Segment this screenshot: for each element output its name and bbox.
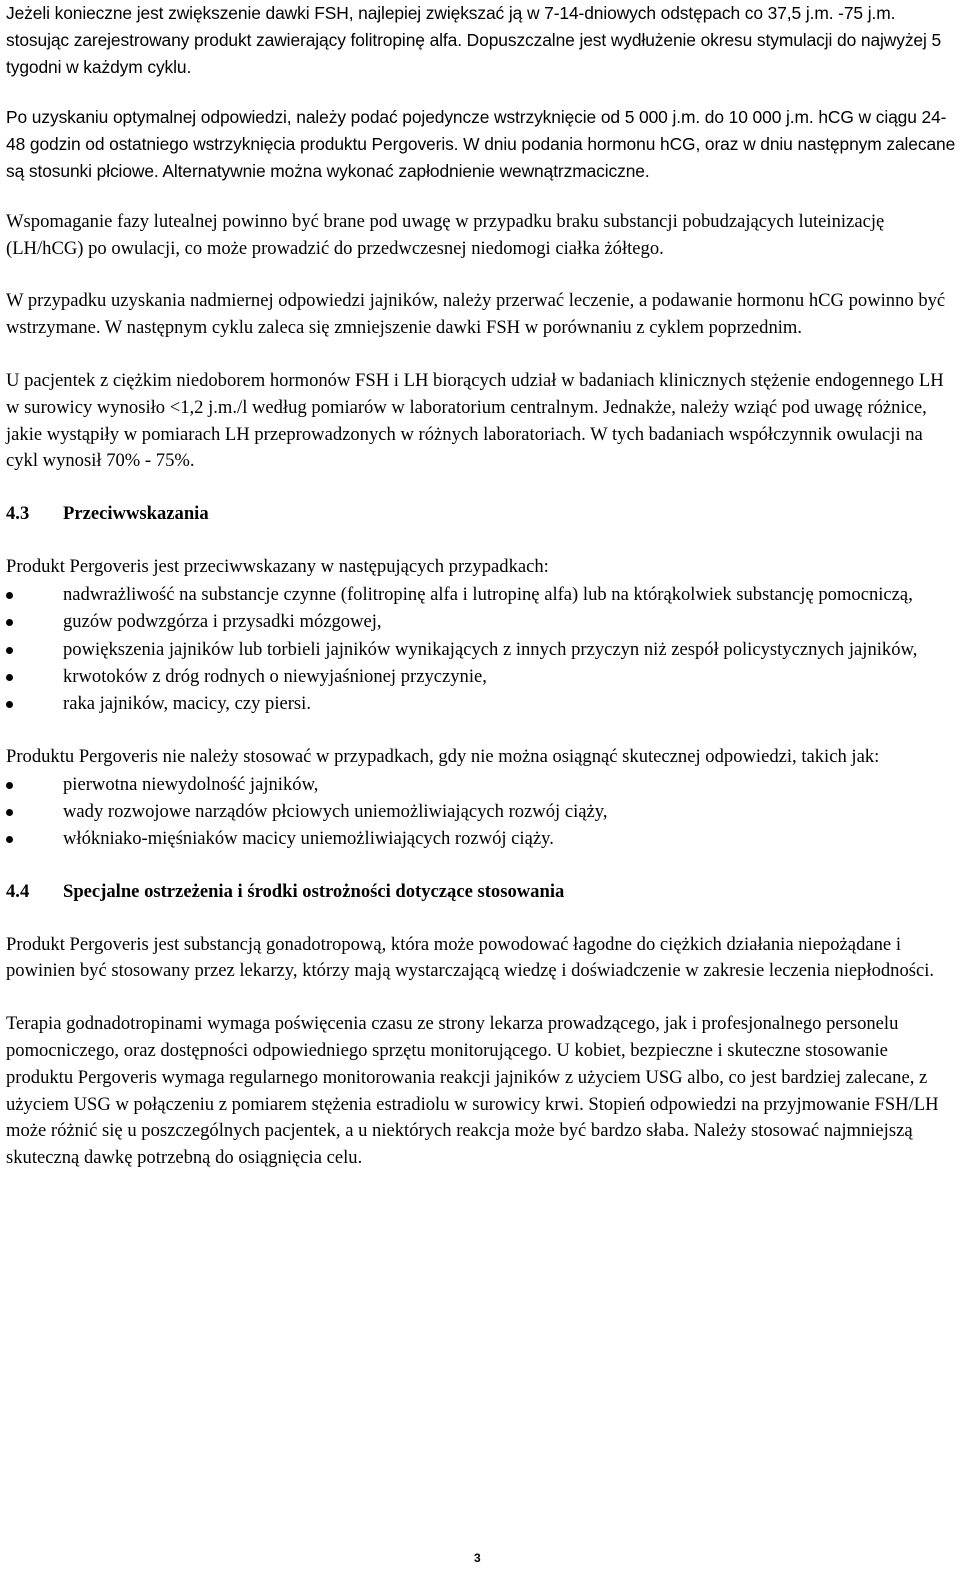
no-response-list	[6, 771, 956, 853]
contraindications-list	[6, 581, 956, 718]
list-item: raka jajników, macicy, czy piersi.	[6, 690, 956, 717]
section-title: Specjalne ostrzeżenia i środki ostrożności dotyczące stosowania	[63, 880, 565, 902]
bullet-icon	[6, 619, 13, 626]
section-title: Przeciwwskazania	[63, 503, 209, 525]
section-heading-4-3	[6, 501, 956, 528]
bullet-icon	[6, 592, 13, 599]
paragraph-gonadotropin-warning: Produkt Pergoveris jest substancją gonadotropową, która może powodować łagodne do ciężkich działania niepożądane i powinien być stosowany przez lekarzy, którzy mają wystarczającą wiedzę i doświadczenie w zakresie leczenia niepłodności.	[6, 933, 935, 982]
no-response-intro: Produktu Pergoveris nie należy stosować w przypadkach, gdy nie można osiągnąć skutecznej odpowiedzi, takich jak:	[6, 745, 880, 767]
list-item: powiększenia jajników lub torbieli jajników wynikających z innych przyczyn niż zespół policystycznych jajników,	[6, 636, 956, 663]
section-number: 4.4	[6, 880, 30, 902]
list-item: włókniako-mięśniaków macicy uniemożliwiających rozwój ciąży.	[6, 825, 956, 852]
document-page	[6, 0, 956, 1198]
list-item: pierwotna niewydolność jajników,	[6, 771, 956, 798]
page-number: 3	[474, 1551, 481, 1565]
paragraph-excessive-response: W przypadku uzyskania nadmiernej odpowiedzi jajników, należy przerwać leczenie, a podawanie hormonu hCG powinno być wstrzymane. W następnym cyklu zaleca się zmniejszenie dawki FSH w porównaniu z cyklem poprzednim.	[6, 290, 946, 339]
paragraph-lh-deficiency: U pacjentek z ciężkim niedoborem hormonów FSH i LH biorących udział w badaniach klinicznych stężenie endogennego LH w surowicy wynosiło <1,2 j.m./l według pomiarów w laboratorium centralnym. Jednakże, należy wziąć pod uwagę różnice, jakie wystąpiły w pomiarach LH przeprowadzonych w różnych laboratoriach. W tych badaniach współczynnik owulacji na cykl wynosił 70% - 75%.	[6, 369, 944, 472]
paragraph-luteal-support: Wspomaganie fazy lutealnej powinno być brane pod uwagę w przypadku braku substancji pobudzających luteinizację (LH/hCG) po owulacji, co może prowadzić do przedwczesnej niedomogi ciałka żółtego.	[6, 210, 885, 259]
bullet-icon	[6, 701, 13, 708]
paragraph-hcg-injection: Po uzyskaniu optymalnej odpowiedzi, należy podać pojedyncze wstrzyknięcie od 5 000 j.m. do 10 000 j.m. hCG w ciągu 24-48 godzin od ostatniego wstrzyknięcia produktu Pergoveris. W dniu podania hormonu hCG, oraz w dniu następnym zalecane są stosunki płciowe. Alternatywnie można wykonać zapłodnienie wewnątrzmaciczne.	[6, 107, 956, 181]
bullet-icon	[6, 836, 13, 843]
contraindications-intro: Produkt Pergoveris jest przeciwwskazany w następujących przypadkach:	[6, 555, 549, 577]
bullet-icon	[6, 674, 13, 681]
list-item: wady rozwojowe narządów płciowych uniemożliwiających rozwój ciąży,	[6, 798, 956, 825]
list-item: guzów podwzgórza i przysadki mózgowej,	[6, 608, 956, 635]
section-number: 4.3	[6, 503, 30, 525]
bullet-icon	[6, 782, 13, 789]
paragraph-monitoring: Terapia godnadotropinami wymaga poświęcenia czasu ze strony lekarza prowadzącego, jak i profesjonalnego personelu pomocniczego, oraz dostępności odpowiedniego sprzętu monitorującego. U kobiet, bezpieczne i skuteczne stosowanie produktu Pergoveris wymaga regularnego monitorowania reakcji jajników z użyciem USG albo, co jest bardziej zalecane, z użyciem USG w połączeniu z pomiarem stężenia estradiolu w surowicy krwi. Stopień odpowiedzi na przyjmowanie FSH/LH może różnić się u poszczególnych pacjentek, a u niektórych reakcja może być bardzo słaba. Należy stosować najmniejszą skuteczną dawkę potrzebną do osiągnięcia celu.	[6, 1013, 939, 1169]
section-heading-4-4	[6, 879, 956, 906]
bullet-icon	[6, 647, 13, 654]
paragraph-dose-increase: Jeżeli konieczne jest zwiększenie dawki FSH, najlepiej zwiększać ją w 7-14-dniowych odstępach co 37,5 j.m. -75 j.m. stosując zarejestrowany produkt zawierający folitropinę alfa. Dopuszczalne jest wydłużenie okresu stymulacji do najwyżej 5 tygodni w każdym cyklu.	[6, 3, 942, 77]
list-item: krwotoków z dróg rodnych o niewyjaśnionej przyczynie,	[6, 663, 956, 690]
list-item: nadwrażliwość na substancje czynne (folitropinę alfa i lutropinę alfa) lub na którąkolwiek substancję pomocniczą,	[6, 581, 956, 608]
bullet-icon	[6, 809, 13, 816]
